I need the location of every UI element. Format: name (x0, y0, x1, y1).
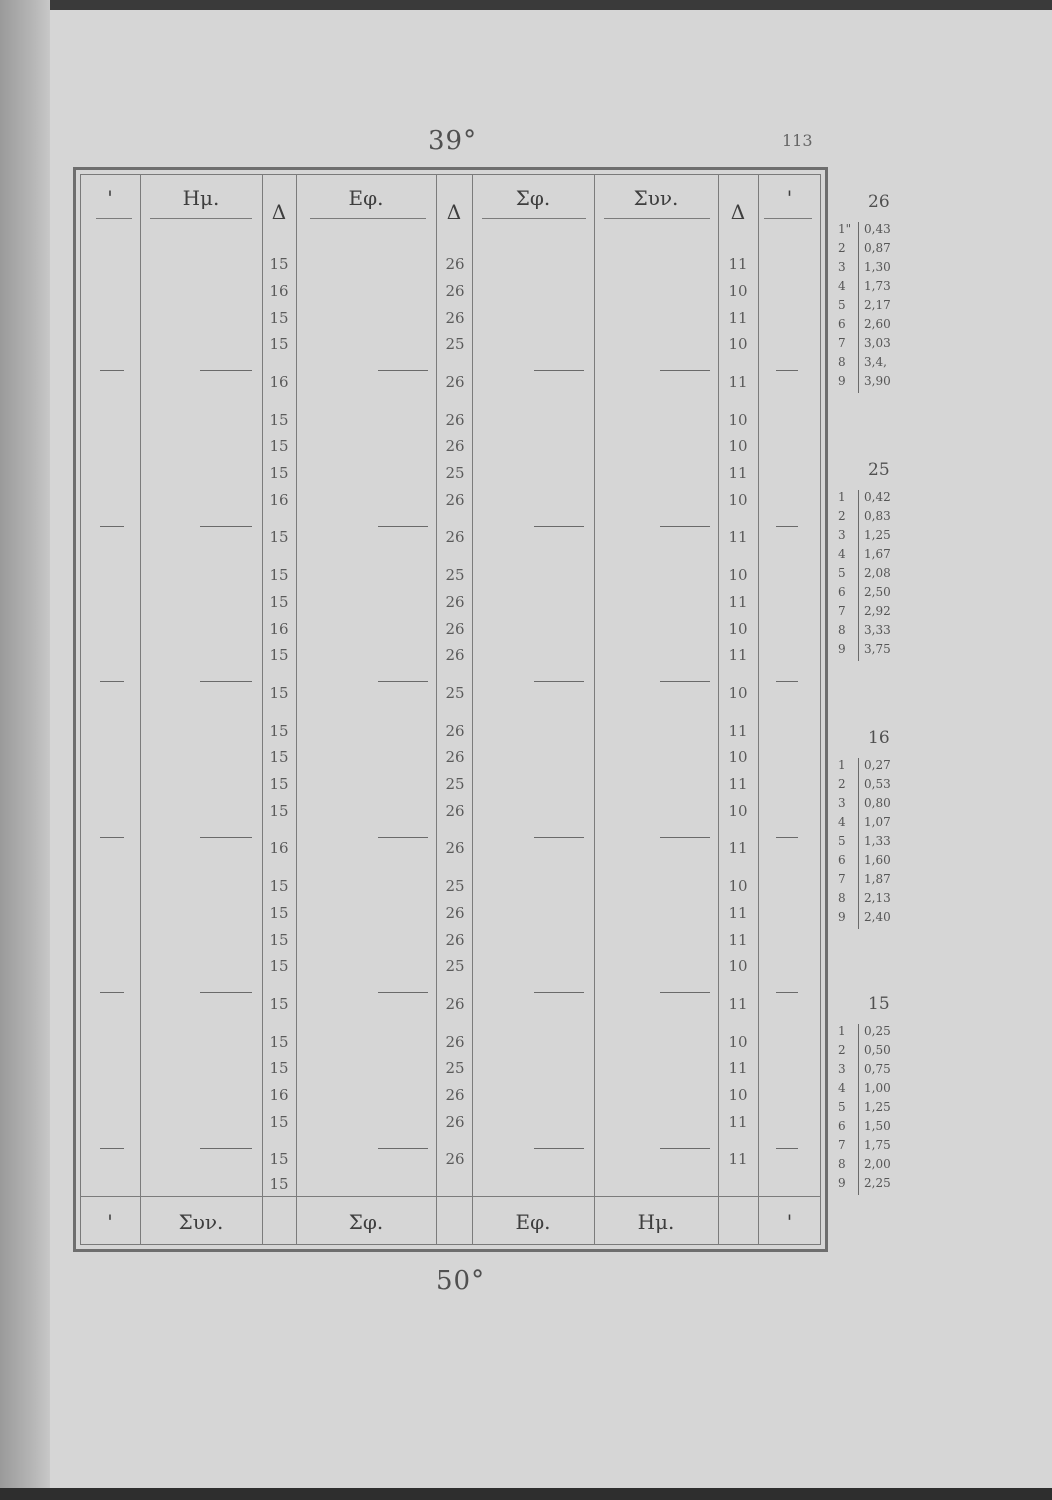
difference-value: 25 (445, 1059, 465, 1078)
pp-value: 1,00 (864, 1081, 891, 1095)
delta-header: Δ (271, 200, 287, 224)
group-separator-dash (776, 370, 798, 371)
difference-value: 25 (445, 775, 465, 793)
minutes-header: ' (107, 186, 113, 210)
difference-value: 16 (269, 372, 289, 391)
pp-value: 0,87 (864, 241, 891, 255)
minutes-footer-right: ' (786, 1210, 793, 1234)
difference-value: 15 (269, 994, 289, 1013)
difference-value: 11 (728, 1112, 748, 1131)
difference-value: 15 (269, 255, 289, 274)
difference-value: 10 (728, 1032, 748, 1051)
difference-value: 26 (445, 721, 465, 740)
difference-value: 15 (269, 775, 289, 793)
difference-value: 10 (728, 957, 748, 976)
pp-multiplier: 2 (838, 777, 846, 791)
group-separator-dash (776, 681, 798, 682)
pp-value: 3,4, (864, 355, 887, 369)
group-separator-dash (100, 1148, 124, 1149)
group-separator-dash (100, 526, 124, 527)
sine-header: Ημ. (182, 186, 220, 210)
proportional-parts-rule (858, 490, 859, 661)
pp-value: 1,30 (864, 260, 891, 274)
difference-value: 15 (269, 1059, 289, 1078)
group-separator-dash (200, 1148, 252, 1149)
pp-value: 0,80 (864, 796, 891, 810)
difference-value: 11 (728, 308, 748, 327)
group-separator-dash (200, 681, 252, 682)
pp-value: 1,67 (864, 547, 891, 561)
group-separator-dash (200, 837, 252, 838)
cosine-footer: Συν. (178, 1210, 224, 1234)
group-separator-dash (378, 681, 428, 682)
difference-value: 16 (269, 490, 289, 509)
pp-value: 1,33 (864, 834, 891, 848)
pp-value: 2,25 (864, 1176, 891, 1190)
pp-value: 1,07 (864, 815, 891, 829)
header-underline (310, 218, 426, 219)
pp-value: 2,17 (864, 298, 891, 312)
group-separator-dash (534, 526, 584, 527)
pp-value: 3,90 (864, 374, 891, 388)
pp-value: 3,75 (864, 642, 891, 656)
difference-value: 25 (445, 877, 465, 896)
cotangent-footer: Σφ. (348, 1210, 384, 1234)
pp-multiplier: 9 (838, 374, 846, 388)
difference-value: 26 (445, 1032, 465, 1051)
difference-value: 26 (445, 437, 465, 456)
bottom-edge (0, 1488, 1052, 1500)
minutes-header-right: ' (786, 186, 793, 210)
pp-value: 0,42 (864, 490, 891, 504)
pp-value: 1,50 (864, 1119, 891, 1133)
difference-value: 11 (728, 930, 748, 949)
difference-value: 10 (728, 1086, 748, 1104)
pp-value: 0,53 (864, 777, 891, 791)
difference-value: 15 (269, 566, 289, 585)
book-spine (0, 0, 50, 1500)
pp-multiplier: 8 (838, 1157, 846, 1171)
header-underline (150, 218, 252, 219)
group-separator-dash (378, 992, 428, 993)
group-separator-dash (776, 992, 798, 993)
difference-value: 26 (445, 372, 465, 391)
difference-value: 15 (269, 437, 289, 456)
pp-value: 2,60 (864, 317, 891, 331)
pp-multiplier: 4 (838, 1081, 846, 1095)
difference-value: 11 (728, 372, 748, 391)
header-underline (764, 218, 812, 219)
difference-value: 16 (269, 1086, 289, 1104)
pp-multiplier: 8 (838, 623, 846, 637)
minutes-footer: ' (107, 1210, 113, 1234)
difference-value: 25 (445, 957, 465, 976)
difference-value: 26 (445, 592, 465, 611)
difference-value: 26 (445, 410, 465, 429)
difference-value: 15 (269, 308, 289, 327)
pp-multiplier: 6 (838, 585, 846, 599)
difference-value: 15 (269, 683, 289, 702)
difference-value: 15 (269, 801, 289, 820)
pp-value: 1,87 (864, 872, 891, 886)
pp-value: 1,25 (864, 528, 891, 542)
difference-value: 15 (269, 528, 289, 547)
difference-value: 26 (445, 839, 465, 858)
difference-value: 15 (269, 957, 289, 976)
pp-multiplier: 9 (838, 1176, 846, 1190)
difference-value: 15 (269, 930, 289, 949)
difference-value: 16 (269, 619, 289, 638)
pp-multiplier: 1 (838, 758, 846, 772)
difference-value: 11 (728, 903, 748, 922)
pp-multiplier: 1" (838, 222, 852, 236)
difference-value: 11 (728, 775, 748, 793)
difference-value: 15 (269, 1175, 289, 1193)
pp-value: 0,27 (864, 758, 891, 772)
pp-value: 0,83 (864, 509, 891, 523)
header-underline (482, 218, 586, 219)
column-rule (296, 174, 297, 1245)
difference-value: 11 (728, 1150, 748, 1169)
proportional-parts-title: 15 (868, 994, 890, 1014)
group-separator-dash (378, 837, 428, 838)
column-rule (472, 174, 473, 1245)
difference-value: 26 (445, 646, 465, 665)
difference-value: 11 (728, 994, 748, 1013)
pp-multiplier: 9 (838, 642, 846, 656)
difference-value: 26 (445, 994, 465, 1013)
pp-multiplier: 7 (838, 1138, 846, 1152)
top-degree-label: 39° (428, 126, 478, 156)
difference-value: 15 (269, 1112, 289, 1131)
group-separator-dash (776, 1148, 798, 1149)
difference-value: 26 (445, 1112, 465, 1131)
group-separator-dash (100, 837, 124, 838)
page-number: 113 (782, 131, 813, 150)
difference-value: 10 (728, 748, 748, 767)
difference-value: 11 (728, 721, 748, 740)
difference-value: 10 (728, 877, 748, 896)
delta-header: Δ (446, 200, 462, 224)
proportional-parts-rule (858, 222, 859, 393)
pp-multiplier: 5 (838, 566, 846, 580)
difference-value: 26 (445, 801, 465, 820)
group-separator-dash (534, 837, 584, 838)
pp-value: 2,50 (864, 585, 891, 599)
pp-value: 1,75 (864, 1138, 891, 1152)
bottom-degree-label: 50° (436, 1266, 486, 1296)
difference-value: 11 (728, 646, 748, 665)
pp-multiplier: 2 (838, 241, 846, 255)
group-separator-dash (660, 837, 710, 838)
difference-value: 11 (728, 464, 748, 482)
difference-value: 26 (445, 255, 465, 274)
difference-value: 15 (269, 592, 289, 611)
column-rule (436, 174, 437, 1245)
difference-value: 15 (269, 877, 289, 896)
pp-multiplier: 7 (838, 872, 846, 886)
pp-value: 0,75 (864, 1062, 891, 1076)
pp-multiplier: 7 (838, 604, 846, 618)
difference-value: 10 (728, 437, 748, 456)
pp-value: 1,60 (864, 853, 891, 867)
difference-value: 25 (445, 683, 465, 702)
group-separator-dash (660, 992, 710, 993)
pp-multiplier: 5 (838, 298, 846, 312)
pp-value: 2,13 (864, 891, 891, 905)
difference-value: 26 (445, 619, 465, 638)
difference-value: 15 (269, 1150, 289, 1169)
group-separator-dash (200, 992, 252, 993)
pp-multiplier: 9 (838, 910, 846, 924)
sine-footer: Ημ. (637, 1210, 675, 1234)
pp-multiplier: 8 (838, 355, 846, 369)
cosine-header: Συν. (633, 186, 679, 210)
pp-multiplier: 4 (838, 547, 846, 561)
proportional-parts-rule (858, 1024, 859, 1195)
pp-value: 0,43 (864, 222, 891, 236)
column-rule (594, 174, 595, 1245)
tangent-header: Εφ. (348, 186, 384, 210)
group-separator-dash (100, 992, 124, 993)
difference-value: 16 (269, 281, 289, 300)
pp-value: 1,73 (864, 279, 891, 293)
pp-multiplier: 4 (838, 279, 846, 293)
difference-value: 15 (269, 748, 289, 767)
cotangent-header: Σφ. (515, 186, 551, 210)
group-separator-dash (200, 526, 252, 527)
group-separator-dash (660, 681, 710, 682)
difference-value: 26 (445, 281, 465, 300)
difference-value: 25 (445, 464, 465, 482)
footer-rule (80, 1196, 821, 1197)
pp-value: 2,92 (864, 604, 891, 618)
pp-value: 2,00 (864, 1157, 891, 1171)
difference-value: 10 (728, 410, 748, 429)
pp-multiplier: 3 (838, 528, 846, 542)
difference-value: 11 (728, 1059, 748, 1078)
difference-value: 26 (445, 490, 465, 509)
pp-multiplier: 6 (838, 1119, 846, 1133)
group-separator-dash (378, 526, 428, 527)
difference-value: 10 (728, 801, 748, 820)
difference-value: 26 (445, 903, 465, 922)
pp-multiplier: 3 (838, 1062, 846, 1076)
group-separator-dash (776, 837, 798, 838)
column-rule (718, 174, 719, 1245)
pp-multiplier: 5 (838, 834, 846, 848)
delta-header: Δ (730, 200, 746, 224)
pp-multiplier: 4 (838, 815, 846, 829)
difference-value: 15 (269, 721, 289, 740)
group-separator-dash (200, 370, 252, 371)
difference-value: 15 (269, 1032, 289, 1051)
difference-value: 15 (269, 903, 289, 922)
pp-multiplier: 6 (838, 317, 846, 331)
difference-value: 25 (445, 566, 465, 585)
difference-value: 26 (445, 528, 465, 547)
pp-value: 2,40 (864, 910, 891, 924)
group-separator-dash (100, 370, 124, 371)
difference-value: 11 (728, 592, 748, 611)
pp-multiplier: 8 (838, 891, 846, 905)
group-separator-dash (378, 370, 428, 371)
difference-value: 10 (728, 335, 748, 354)
group-separator-dash (100, 681, 124, 682)
pp-value: 0,50 (864, 1043, 891, 1057)
group-separator-dash (534, 1148, 584, 1149)
pp-multiplier: 3 (838, 260, 846, 274)
pp-multiplier: 7 (838, 336, 846, 350)
difference-value: 26 (445, 1150, 465, 1169)
difference-value: 11 (728, 839, 748, 858)
pp-multiplier: 2 (838, 1043, 846, 1057)
difference-value: 25 (445, 335, 465, 354)
column-rule (758, 174, 759, 1245)
group-separator-dash (660, 526, 710, 527)
top-edge (0, 0, 1052, 10)
pp-multiplier: 1 (838, 1024, 846, 1038)
group-separator-dash (534, 370, 584, 371)
pp-value: 1,25 (864, 1100, 891, 1114)
group-separator-dash (776, 526, 798, 527)
difference-value: 10 (728, 619, 748, 638)
pp-multiplier: 1 (838, 490, 846, 504)
difference-value: 16 (269, 839, 289, 858)
pp-value: 3,33 (864, 623, 891, 637)
difference-value: 10 (728, 683, 748, 702)
proportional-parts-title: 16 (868, 728, 890, 748)
difference-value: 11 (728, 528, 748, 547)
group-separator-dash (534, 992, 584, 993)
pp-value: 0,25 (864, 1024, 891, 1038)
group-separator-dash (534, 681, 584, 682)
difference-value: 26 (445, 748, 465, 767)
difference-value: 10 (728, 566, 748, 585)
difference-value: 15 (269, 335, 289, 354)
group-separator-dash (660, 370, 710, 371)
difference-value: 10 (728, 490, 748, 509)
tangent-footer: Εφ. (515, 1210, 551, 1234)
pp-value: 2,08 (864, 566, 891, 580)
difference-value: 11 (728, 255, 748, 274)
group-separator-dash (660, 1148, 710, 1149)
pp-value: 3,03 (864, 336, 891, 350)
proportional-parts-title: 25 (868, 460, 890, 480)
difference-value: 15 (269, 646, 289, 665)
difference-value: 26 (445, 930, 465, 949)
difference-value: 10 (728, 281, 748, 300)
proportional-parts-rule (858, 758, 859, 929)
difference-value: 26 (445, 1086, 465, 1104)
proportional-parts-title: 26 (868, 192, 890, 212)
difference-value: 15 (269, 410, 289, 429)
group-separator-dash (378, 1148, 428, 1149)
pp-multiplier: 6 (838, 853, 846, 867)
pp-multiplier: 3 (838, 796, 846, 810)
pp-multiplier: 5 (838, 1100, 846, 1114)
pp-multiplier: 2 (838, 509, 846, 523)
header-underline (96, 218, 132, 219)
column-rule (140, 174, 141, 1245)
difference-value: 15 (269, 464, 289, 482)
header-underline (604, 218, 710, 219)
difference-value: 26 (445, 308, 465, 327)
